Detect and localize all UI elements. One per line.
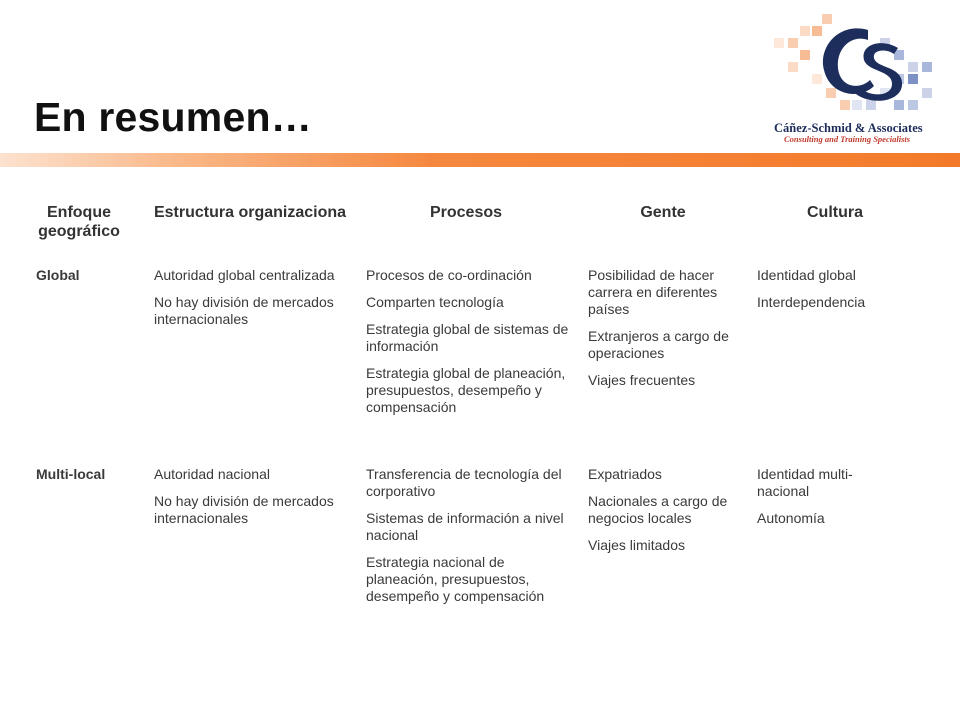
list-item: Autoridad global centralizada: [154, 267, 335, 283]
header-estructura: Estructura organizaciona: [153, 204, 347, 221]
list-item: Viajes limitados: [588, 537, 686, 553]
list-item: Estrategia nacional de planeación, presupuestos, desempeño y compensación: [366, 554, 545, 604]
logo-company-name: Cáñez-Schmid & Associates: [774, 121, 923, 135]
header-enfoque: Enfoque geográfico: [38, 204, 120, 240]
cell-multilocal-gente: [588, 466, 744, 564]
list-item: Sistemas de información a nivel nacional: [366, 510, 564, 543]
header-procesos: Procesos: [429, 204, 503, 221]
cell-multilocal-procesos: [366, 466, 576, 615]
list-item: No hay división de mercados internacionales: [154, 493, 334, 526]
list-item: Estrategia global de planeación, presupuestos, desempeño y compensación: [366, 365, 566, 415]
page-title: En resumen…: [34, 94, 312, 140]
list-item: Posibilidad de hacer carrera en diferentes países: [588, 267, 718, 317]
cell-global-cultura: [757, 267, 897, 321]
list-item: Autoridad nacional: [154, 466, 270, 482]
row-label-multi-local: Multi-local: [36, 466, 106, 482]
cell-global-procesos: [366, 267, 576, 426]
cell-global-estructura: [154, 267, 346, 338]
header-cultura: Cultura: [807, 204, 863, 221]
cell-multilocal-estructura: [154, 466, 346, 537]
list-item: Expatriados: [588, 466, 662, 482]
header-gente: Gente: [640, 204, 686, 221]
list-item: No hay división de mercados internacionales: [154, 294, 334, 327]
list-item: Interdependencia: [757, 294, 866, 310]
list-item: Procesos de co-ordinación: [366, 267, 532, 283]
row-label-global: Global: [36, 267, 80, 283]
list-item: Autonomía: [757, 510, 825, 526]
list-item: Transferencia de tecnología del corporativo: [366, 466, 562, 499]
list-item: Nacionales a cargo de negocios locales: [588, 493, 728, 526]
cell-multilocal-cultura: [757, 466, 897, 537]
list-item: Comparten tecnología: [366, 294, 504, 310]
cell-global-gente: [588, 267, 744, 399]
list-item: Estrategia global de sistemas de información: [366, 321, 569, 354]
logo-tagline: Consulting and Training Specialists: [784, 134, 911, 144]
list-item: Identidad global: [757, 267, 856, 283]
list-item: Identidad multi-nacional: [757, 466, 853, 499]
list-item: Extranjeros a cargo de operaciones: [588, 328, 729, 361]
list-item: Viajes frecuentes: [588, 372, 696, 388]
